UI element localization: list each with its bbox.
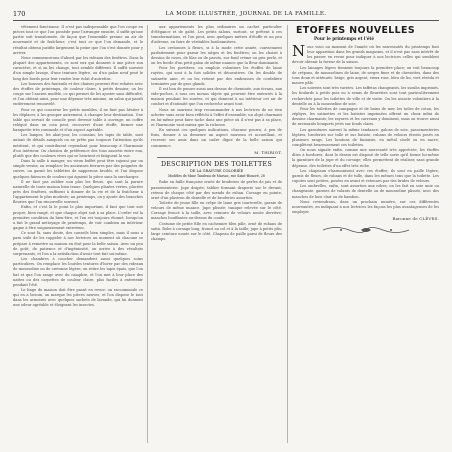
header-rule — [13, 20, 439, 21]
paragraph: En suivant ces quelques indications, chacune pourra, à peu de frais, donner à sa demeure un aspect nouveau et accueillant, et recevoir ses amis dans un cadre digne de la belle saison qui commence. — [151, 128, 282, 148]
paragraph: Pour les toilettes de campagne et de bains de mer, les toiles de coton, les zéphyrs, les satinettes et les batistes imprimées offrent un choix infini de dessins charmants; les rayures et les carreaux y dominent, mais on trouve aussi de ravissants bouquets jetés sur fonds clairs. — [292, 106, 439, 127]
article-subtitle: Pour le printemps et l'été — [314, 36, 374, 41]
running-title: LA MODE ILLUSTRÉE, JOURNAL DE LA FAMILLE. — [165, 11, 327, 17]
description-title: DESCRIPTION DES TOILETTES — [160, 160, 273, 168]
left-column — [13, 25, 143, 445]
paragraph: Les cretonnes à fleurs, si à la mode cette année, conviennent parfaitement pour garnir les sièges et les fenêtres; on les choisit à dessins de roses, de lilas ou de pavots, sur fond crème ou gris perle, et on les borde d'un petit galon de même nuance que la fleur dominante. — [151, 45, 282, 66]
paragraph: Dans la salle à manger, un vieux buffet peut être rajeuni par un simple vernis; on remplace les anciennes ferrures par des poignées de cuivre, on garnit les tablettes de napperons brodés, et l'on dispose quelques faïences de couleur qui égaient la pièce sans la surcharger. — [13, 159, 143, 179]
paragraph: Nous ne saurions trop recommander à nos lectrices de ne rien acheter sans avoir bien réfléchi à l'effet d'ensemble; un objet charmant en lui-même peut faire tache dans une pièce où il n'est pas à sa place, et l'harmonie vaut mieux que la richesse. — [151, 107, 282, 127]
description-subtitle: DE LA GRAVURE COLORIÉE — [189, 168, 244, 173]
column-rule-left — [147, 25, 148, 443]
decorative-flourish-icon — [321, 225, 411, 235]
paragraph: Le linge de maison doit être passé en revue: on raccommode ce qui en a besoin, on marque les pièces neuves, et l'on dispose le tout dans les armoires avec quelques sachets de lavande, qui lui donnent une odeur agréable et éloignent les insectes. — [13, 287, 143, 308]
paragraph: Les lainages légers tiennent toujours la première place; on voit beaucoup de crépons, de mousselines de laine, de serges fines et de cheviottes, dans des tons doux et atténués: beige, gris argent, vieux rose, bleu de lin, vert réséda et mauve pâle. — [292, 65, 439, 86]
paragraph: Costume de petite fille en cachemire bleu pâle, orné de rubans de satin. Robe à corsage long, froncé au col et à la taille; jupe à petits plis; large ceinture nouée sur le côté. Chapeau de paille garni de fleurs des champs. — [151, 221, 282, 242]
middle-article-body — [151, 25, 282, 149]
left-article-body — [13, 25, 143, 309]
paragraph: Pour les portières, on emploie volontiers les étoffes de laine rayées, qui sont à la fois solides et décoratives. On les double de satinette unie, et on les retient par des embrasses de cordelière terminées par de gros glands. — [151, 66, 282, 86]
paragraph: Il ne faut pas oublier non plus les fleurs, qui sont la parure naturelle de toute maison bien tenue. Quelques plantes vertes, placées près des fenêtres, suffisent à donner de la vie et de la fraîcheur à l'appartement le plus modeste; au printemps, on y ajoute des branches fleuries que l'on renouvelle souvent. — [13, 179, 143, 205]
paragraph: On nous signale enfin, comme une nouveauté très appréciée, les étoffes dites à bordures, dont le dessin est disposé de telle sorte qu'il forme lui-même la garniture de la jupe et du corsage; elles permettent de réaliser, sans grande dépense, des toilettes d'un effet très riche. — [292, 148, 439, 168]
paragraph: Les ombrelles, enfin, sont assorties aux robes; on les fait en soie unie ou changeante, garnies de volants de dentelle ou de mousseline plissée, avec des manches de bois clair ou de bambou. — [292, 184, 439, 199]
paragraph: Il est bon de penser aussi aux dessus de cheminée, aux écrans, aux vide-poches, à tous ces menus objets qui peuvent être exécutés à la maison pendant les soirées, et qui donnent à un intérieur cet air de confort et d'intimité que l'on recherche avant tout. — [151, 86, 282, 107]
paragraph: Pour ce qui concerne les petits meubles, il ne faut pas hésiter à les déplacer, à les grouper autrement, à changer leur destination. Une table qui servait de console peut devenir table à ouvrage; un coffre relégué dans un coin peut, recouvert d'une étoffe, former une banquette très commode et d'un aspect agréable. — [13, 107, 143, 133]
paragraph: Les chapeaux s'harmonisent avec ces étoffes; ils sont en paille légère, garnis de fleurs, de rubans et de tulle, dans les mêmes tons que la toilette. Les capotes sont petites, posées en avant et retenues par des brides de velours. — [292, 168, 439, 184]
description-credit: Modèles de Mme Tandeau de Marsac, rue Saint-Honoré, 28 — [168, 173, 265, 178]
paragraph: Les soieries sont très variées. Les taffetas changeants, les surahs imprimés, les foulards à petits pois ou à semis de fleurettes sont tout particulièrement recherchés pour les toilettes de ville et de visite. On les associe volontiers à la dentelle ou à la mousseline de soie. — [292, 86, 439, 106]
paragraph: ous voici au moment de l'année où les nouveautés du printemps font leur apparition dans les grands magasins, et il n'est pas sans intérêt de les passer en revue pour indiquer à nos lectrices celles qui semblent devoir obtenir la faveur de la saison. — [292, 45, 439, 65]
right-article-body — [292, 42, 439, 215]
page-header — [13, 9, 439, 21]
paragraph: aux appartements les plus ordinaires un cachet particulier d'élégance et de gaîté. Les petits salons, surtout, se prêtent à ces transformations, et l'on peut, avec quelques mètres d'étoffe et un peu d'adresse, en faire de véritables bonbonnières. — [151, 25, 282, 45]
paragraph: Les lampes, les abat-jour, les coussins, les tapis de table, sont autant de détails auxquels on ne prête pas toujours l'attention qu'ils méritent, et qui contribuent cependant pour beaucoup à l'harmonie d'un intérieur. On choisira de préférence des tons assortis entre eux, plutôt que des couleurs vives qui se heurtent et fatiguent la vue. — [13, 133, 143, 158]
article-signature: M. THIRIOT. — [254, 149, 282, 155]
paragraph: Les garnitures suivent la même tendance: galons de soie, passementeries légères, broderies sur tulle et sur batiste, rubans de velours étroits posés en plusieurs rangs. Les boutons de fantaisie, en métal ciselé ou en nacre, complètent heureusement ces toilettes. — [292, 127, 439, 147]
paragraph: Ce sont là, sans doute, des conseils bien simples, mais il nous a paru utile de les rappeler à nos lectrices au moment où chacune se prépare à remettre sa maison en état pour la belle saison. Avec un peu de goût, de patience et d'ingéniosité, on arrive à des résultats surprenants, et l'on a la satisfaction d'avoir tout fait soi-même. — [13, 231, 143, 256]
paragraph: Nous commencerons d'abord par les rideaux des fenêtres. Dans la plupart des appartements, ce sont eux qui donnent à une pièce son caractère, et si on les change, tout semble différent. Il suffit souvent d'un simple lavage, d'une teinture légère, ou d'un galon neuf posé le long des bords pour leur rendre leur éclat d'autrefois. — [13, 55, 143, 81]
section-divider — [157, 157, 276, 158]
paragraph: Les housses des fauteuils et des chaises peuvent être refaites avec des étoffes de printemps, de couleur claire, à petits dessins; on les coupe sur l'ancien modèle, ce qui permet de les ajuster sans difficulté, et l'on obtient ainsi, pour une dépense très minime, un salon qui paraît entièrement renouvelé. — [13, 81, 143, 107]
newspaper-page — [13, 9, 439, 445]
page-number: 170 — [13, 10, 26, 18]
drop-cap: N — [292, 42, 306, 60]
description-body — [151, 180, 282, 242]
middle-column — [151, 25, 282, 445]
article-title: ÉTOFFES NOUVELLES — [296, 25, 415, 36]
paragraph: Toilette de jeune fille en crêpe de laine gris tourterelle, garnie de velours de même nuance. Jupe plissée; tunique relevée sur le côté. Corsage froncé à la taille, avec ceinture de velours nouée derrière; manches bouffantes au-dessus du coude. — [151, 200, 282, 221]
paragraph: vêtement fonctionne. Il n'est pas indispensable que l'on coupe en pièces tout ce que l'on possède pour l'arranger ensuite, il suffit qu'une partie soit transformée, de façon que l'ensemble prenne un air de nouveauté et de fraîcheur; c'est tout ce que l'on demande, et le résultat obtenu justifie largement la peine que l'on s'est donnée pour y arriver. — [13, 25, 143, 55]
paragraph: Enfin, et c'est là le point le plus important, il faut que tout soit propre, bien rangé, et que chaque objet soit à sa place. L'ordre est la première condition du bien-être, et l'on est toujours étonné, lorsqu'on a fait le grand nettoyage de printemps, de voir combien un intérieur gagne à être soigneusement entretenu. — [13, 205, 143, 231]
paragraph: Nous reviendrons, dans un prochain numéro, sur ces différentes nouveautés, en indiquant à nos lectrices les façons les plus avantageuses de les employer. — [292, 199, 439, 214]
paragraph: Les chambres à coucher demandent aussi quelques soins particuliers. On remplace les lourdes tentures d'hiver par des rideaux de mousseline ou de cretonne légère; on retire les tapis épais, que l'on bat et que l'on range avec du camphre, et l'on met à leur place des nattes ou des carpettes de couleur claire, plus faciles à entretenir pendant l'été. — [13, 257, 143, 287]
article-signature: Baronne de CLÈVES. — [392, 216, 439, 222]
paragraph: Robe en faille française ornée de broderies de perles de jais et de passementerie. Jupe drapée; tablier formant draperie sur le devant, retenu de chaque côté par des nœuds de ruban. Corsage en pointe, orné d'un plastron de dentelle et de broderies assorties. — [151, 180, 282, 200]
column-rule-right — [287, 25, 288, 443]
right-column — [292, 25, 439, 445]
